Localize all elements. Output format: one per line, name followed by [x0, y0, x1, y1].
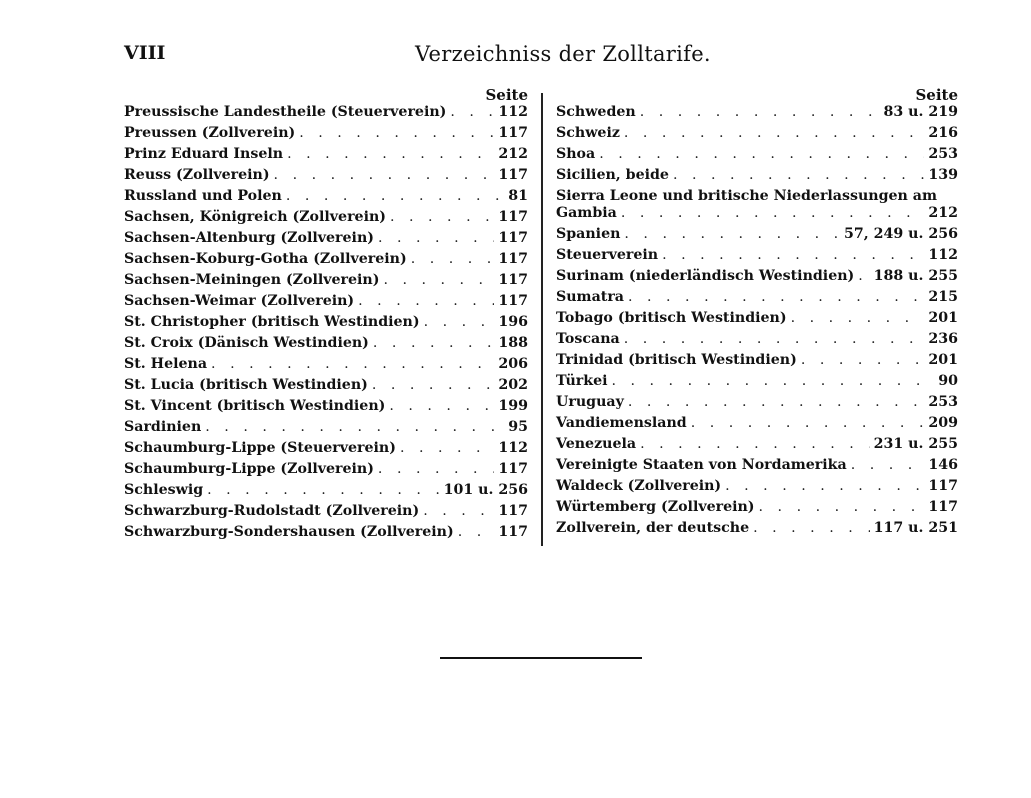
entry-page-number: 199	[498, 398, 528, 414]
entry-page-number: 95	[508, 419, 528, 435]
entry-page-number: 139	[928, 167, 958, 183]
dot-leader	[274, 167, 495, 183]
dot-leader	[458, 524, 495, 540]
dot-leader	[628, 289, 924, 305]
dot-leader	[205, 419, 504, 435]
dot-leader	[624, 226, 840, 242]
dot-leader	[411, 251, 495, 267]
entry-page-number: 112	[498, 104, 528, 120]
entry-name: Preussische Landestheile (Steuerverein)	[124, 104, 447, 120]
dot-leader	[621, 205, 925, 221]
entry-name: Toscana	[556, 331, 620, 347]
entry-name: Würtemberg (Zollverein)	[556, 499, 755, 515]
entry-name: Schwarzburg-Sondershausen (Zollverein)	[124, 524, 454, 540]
index-entry	[124, 314, 528, 335]
entry-page-number: 81	[508, 188, 528, 204]
dot-leader	[725, 478, 924, 494]
entry-name: Russland und Polen	[124, 188, 282, 204]
entry-name: Sardinien	[124, 419, 202, 435]
entry-page-number: 146	[928, 457, 958, 473]
entry-list-right	[556, 104, 958, 541]
index-entry	[556, 415, 958, 436]
index-entry	[556, 289, 958, 310]
dot-leader	[389, 398, 494, 414]
dot-leader	[599, 146, 924, 162]
entry-page-number: 117	[498, 461, 528, 477]
index-entry	[124, 377, 528, 398]
entry-name: Waldeck (Zollverein)	[556, 478, 722, 494]
entry-page-number: 236	[928, 331, 958, 347]
index-entry	[124, 272, 528, 293]
entry-page-number: 90	[938, 373, 958, 389]
entry-page-number: 117	[928, 499, 958, 515]
entry-name: Sachsen-Altenburg (Zollverein)	[124, 230, 374, 246]
entry-page-number: 209	[928, 415, 958, 431]
index-entry	[556, 394, 958, 415]
entry-page-number: 201	[928, 310, 958, 326]
dot-leader	[423, 503, 494, 519]
footer-rule	[440, 657, 642, 659]
entry-page-number: 117	[498, 272, 528, 288]
index-entry	[124, 335, 528, 356]
index-entry	[124, 356, 528, 377]
entry-name: Türkei	[556, 373, 608, 389]
entry-name: Vandiemensland	[556, 415, 687, 431]
entry-name: Zollverein, der deutsche	[556, 520, 750, 536]
entry-name: Sicilien, beide	[556, 167, 669, 183]
dot-leader	[640, 436, 870, 452]
entry-name: Sachsen-Koburg-Gotha (Zollverein)	[124, 251, 407, 267]
entry-name: St. Lucia (britisch Westindien)	[124, 377, 368, 393]
dot-leader	[624, 331, 925, 347]
entry-list-left	[124, 104, 528, 545]
index-entry	[124, 461, 528, 482]
page-title: Verzeichniss der Zolltarife.	[415, 42, 711, 66]
index-entry	[556, 226, 958, 247]
entry-page-number: 201	[928, 352, 958, 368]
dot-leader	[691, 415, 925, 431]
entry-name: Preussen (Zollverein)	[124, 125, 296, 141]
index-entry	[556, 167, 958, 188]
index-entry	[556, 331, 958, 352]
index-entry	[124, 230, 528, 251]
entry-name: Tobago (britisch Westindien)	[556, 310, 787, 326]
entry-page-number: 253	[928, 394, 958, 410]
entry-name: Schaumburg-Lippe (Steuerverein)	[124, 440, 396, 456]
index-entry	[124, 188, 528, 209]
entry-name: St. Helena	[124, 356, 208, 372]
column-divider	[541, 93, 543, 546]
dot-leader	[791, 310, 925, 326]
entry-name: Schweden	[556, 104, 636, 120]
entry-page-number: 117 u. 251	[873, 520, 958, 536]
index-entry	[556, 457, 958, 478]
entry-page-number: 117	[498, 524, 528, 540]
entry-name: St. Croix (Dänisch Westindien)	[124, 335, 369, 351]
index-entry	[556, 478, 958, 499]
entry-name: Surinam (niederländisch Westindien)	[556, 268, 855, 284]
dot-leader	[373, 335, 494, 351]
dot-leader	[207, 482, 439, 498]
entry-page-number: 117	[498, 230, 528, 246]
entry-page-number: 112	[928, 247, 958, 263]
index-entry	[556, 104, 958, 125]
index-entry	[556, 146, 958, 167]
entry-page-number: 231 u. 255	[873, 436, 958, 452]
index-entry	[124, 146, 528, 167]
dot-leader	[628, 394, 925, 410]
entry-page-number: 188 u. 255	[873, 268, 958, 284]
dot-leader	[450, 104, 494, 120]
entry-name: St. Christopher (britisch Westindien)	[124, 314, 420, 330]
dot-leader	[358, 293, 494, 309]
index-entry	[124, 503, 528, 524]
entry-page-number: 112	[498, 440, 528, 456]
entry-name: Sumatra	[556, 289, 624, 305]
dot-leader	[299, 125, 494, 141]
entry-page-number: 117	[498, 125, 528, 141]
index-entry	[556, 499, 958, 520]
index-entry	[124, 524, 528, 545]
dot-leader	[640, 104, 880, 120]
index-entry	[556, 373, 958, 394]
index-entry	[556, 352, 958, 373]
entry-page-number: 206	[498, 356, 528, 372]
dot-leader	[424, 314, 495, 330]
index-entry	[124, 104, 528, 125]
dot-leader	[858, 268, 869, 284]
entry-name: Steuerverein	[556, 247, 659, 263]
entry-page-number: 212	[928, 205, 958, 221]
index-column-left	[124, 86, 528, 545]
index-entry	[556, 310, 958, 331]
entry-name: Uruguay	[556, 394, 624, 410]
index-entry	[556, 188, 958, 226]
entry-name-line2	[556, 205, 958, 224]
entry-page-number: 117	[928, 478, 958, 494]
dot-leader	[372, 377, 495, 393]
seite-label-right: Seite	[915, 86, 958, 104]
index-entry	[124, 419, 528, 440]
index-entry	[556, 520, 958, 541]
dot-leader	[390, 209, 494, 225]
entry-name: Schwarzburg-Rudolstadt (Zollverein)	[124, 503, 420, 519]
index-entry	[124, 251, 528, 272]
entry-page-number: 215	[928, 289, 958, 305]
entry-page-number: 253	[928, 146, 958, 162]
entry-name: Trinidad (britisch Westindien)	[556, 352, 797, 368]
dot-leader	[378, 230, 494, 246]
dot-leader	[673, 167, 924, 183]
index-entry	[556, 125, 958, 146]
dot-leader	[801, 352, 925, 368]
index-entry	[556, 436, 958, 457]
entry-page-number: 212	[498, 146, 528, 162]
entry-name: Vereinigte Staaten von Nordamerika	[556, 457, 847, 473]
entry-name: St. Vincent (britisch Westindien)	[124, 398, 386, 414]
page-header	[0, 42, 1031, 72]
index-entry	[124, 293, 528, 314]
dot-leader	[383, 272, 494, 288]
entry-page-number: 202	[498, 377, 528, 393]
entry-page-number: 216	[928, 125, 958, 141]
entry-name: Sachsen-Weimar (Zollverein)	[124, 293, 355, 309]
entry-name-line1: Sierra Leone und britische Niederlassungen am	[556, 188, 938, 204]
dot-leader	[400, 440, 494, 456]
dot-leader	[211, 356, 494, 372]
entry-page-number: 188	[498, 335, 528, 351]
entry-page-number: 196	[498, 314, 528, 330]
entry-name: Schleswig	[124, 482, 204, 498]
entry-name: Shoa	[556, 146, 596, 162]
dot-leader	[378, 461, 494, 477]
entry-name: Gambia	[556, 205, 617, 221]
index-entry	[556, 247, 958, 268]
entry-page-number: 83 u. 219	[883, 104, 958, 120]
dot-leader	[851, 457, 925, 473]
dot-leader	[287, 146, 494, 162]
index-entry	[124, 482, 528, 503]
entry-name: Schaumburg-Lippe (Zollverein)	[124, 461, 374, 477]
index-column-right	[556, 86, 958, 541]
entry-name: Schweiz	[556, 125, 620, 141]
index-entry	[124, 440, 528, 461]
entry-page-number: 117	[498, 503, 528, 519]
entry-name: Sachsen, Königreich (Zollverein)	[124, 209, 386, 225]
page-number: VIII	[124, 42, 166, 64]
entry-page-number: 117	[498, 251, 528, 267]
entry-page-number: 117	[498, 167, 528, 183]
dot-leader	[753, 520, 870, 536]
entry-page-number: 117	[498, 209, 528, 225]
entry-name: Venezuela	[556, 436, 637, 452]
index-entry	[124, 167, 528, 188]
entry-name: Prinz Eduard Inseln	[124, 146, 284, 162]
entry-page-number: 57, 249 u. 256	[844, 226, 958, 242]
entry-page-number: 117	[498, 293, 528, 309]
seite-label-left: Seite	[485, 86, 528, 104]
entry-name: Reuss (Zollverein)	[124, 167, 270, 183]
index-entry	[124, 209, 528, 230]
entry-page-number: 101 u. 256	[443, 482, 528, 498]
entry-name: Spanien	[556, 226, 621, 242]
dot-leader	[624, 125, 924, 141]
entry-name: Sachsen-Meiningen (Zollverein)	[124, 272, 380, 288]
dot-leader	[759, 499, 925, 515]
dot-leader	[662, 247, 924, 263]
index-entry	[124, 125, 528, 146]
dot-leader	[612, 373, 935, 389]
dot-leader	[286, 188, 504, 204]
index-entry	[124, 398, 528, 419]
index-entry	[556, 268, 958, 289]
